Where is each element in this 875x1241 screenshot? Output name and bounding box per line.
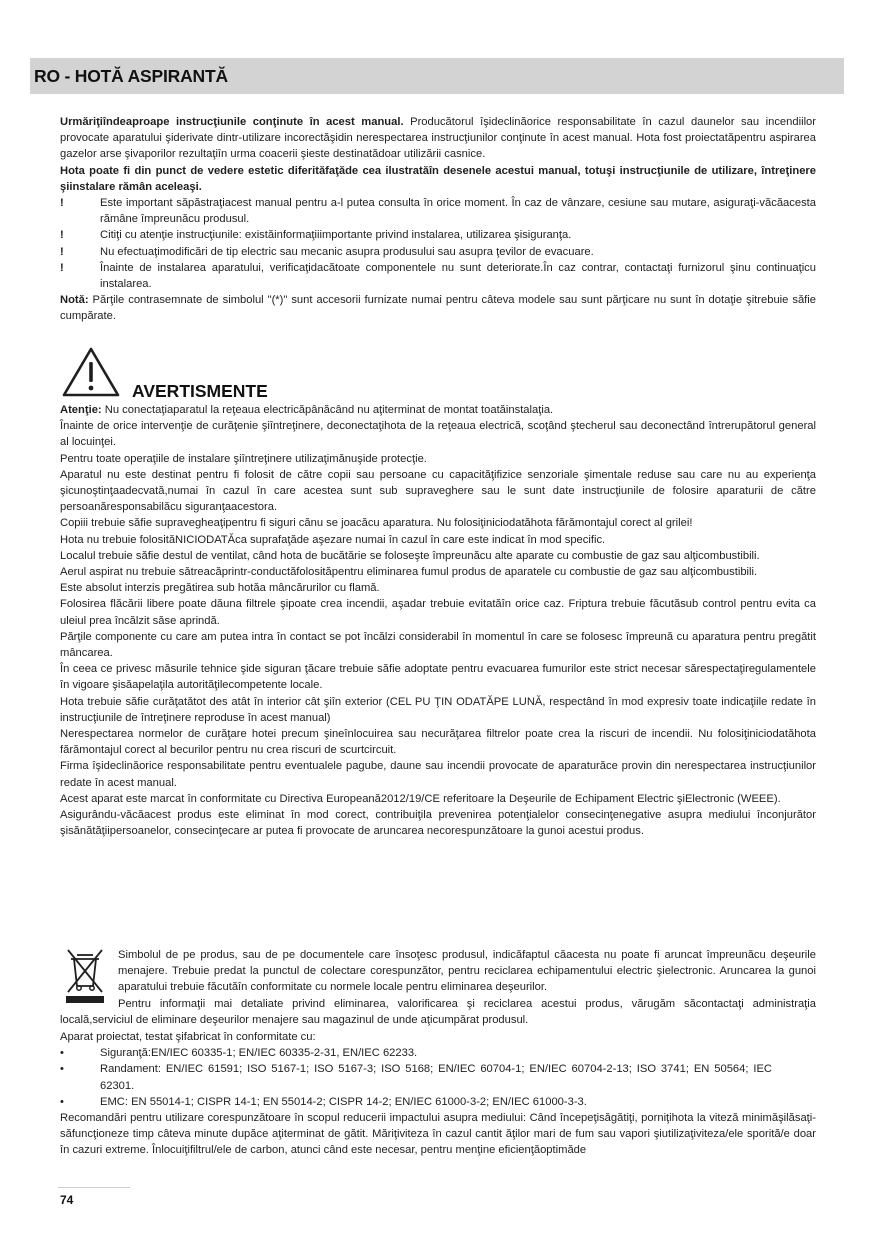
intro-bold-lead: Urmăriţiîndeaproape instrucţiunile conţinute în acest manual.	[60, 116, 404, 128]
warning-paragraph: Părţile componente cu care am putea intra în contact se pot încălzi considerabil în momentul în care se folosesc împreună cu aparatura pentru pregătit mâncarea.	[60, 630, 816, 660]
compliance-intro: Aparat proiectat, testat şifabricat în conformitate cu:	[60, 1031, 316, 1043]
warning-paragraph: Nerespectarea normelor de curăţare hotei precum şineînlocuirea sau necurăţarea filtrelor poate crea la riscuri de incendii. Nu folosiţiniciodatăhota fărămontajul corect al becurilor pentru nu crea riscuri de scurtcircuit.	[60, 728, 816, 757]
weee-paragraph: Pentru informaţii mai detaliate privind eliminarea, valorificarea şi reciclarea acestui produs, vărugăm săcontactaţi administraţia locală,serviciul de eliminare deşeurilor menajere sau magazinul de unde aţicumpărat produsul.	[60, 998, 816, 1027]
warning-lead: Atenţie: Nu conectaţiaparatul la reţeaua electricăpânăcând nu aţiterminat de montat toatăinstalaţia.	[60, 404, 554, 416]
warning-paragraph: Aerul aspirat nu trebuie sătreacăprintr-conductăfolosităpentru eliminarea fumul produs de aparatele cu combustie de gaz sau alţicombustibili.	[60, 566, 758, 579]
weee-paragraph: Simbolul de pe produs, sau de pe documentele care însoţesc produsul, indicăfaptul căacesta nu poate fi aruncat împreunăcu deşeurile menajere. Trebuie predat la punctul de colectare corespunzător, pentru reciclarea echipamentului electric şielectronic. Aruncarea la gunoi aparatului trebuie făcutăîn conformitate cu normele locale pentru eliminarea deşeurilor.	[118, 949, 816, 994]
warning-paragraph: Folosirea flăcării libere poate dăuna filtrele şipoate crea incendii, aşadar trebuie evitatăîn orice caz. Friptura trebuie făcutăsub control pentru evita ca uleiul prea încălzit săse aprindă.	[60, 598, 816, 627]
bullet-dot: •	[60, 1095, 64, 1108]
exclamation-bullet: !	[60, 197, 64, 210]
list-item: ! Citiţi cu atenţie instrucţiunile: existăinformaţiiimportante privind instalarea, utilizarea şisiguranţa.	[60, 227, 816, 243]
weee-block	[118, 947, 816, 996]
warning-paragraph: Este absolut interzis pregătirea sub hotăa mâncărurilor cu flamă.	[60, 582, 380, 595]
exclamation-bullet: !	[60, 261, 64, 274]
list-item: • Siguranţă:EN/IEC 60335-1; EN/IEC 60335-2-31, EN/IEC 62233.	[60, 1045, 816, 1061]
warning-paragraph: Copiii trebuie săfie supravegheaţipentru fi siguri cănu se joacăcu aparatura. Nu folosiţiniciodatăhota fărămontajul corect al grilei!	[60, 517, 693, 530]
warnings-block	[60, 402, 816, 839]
warning-paragraph: Aparatul nu este destinat pentru fi folosit de către copii sau persoane cu capacităţifizice senzoriale şimentale reduse sau care nu au experienţa şicunoştinţaadecvată,numai în cazul în care acestea sunt sub supraveghere sau le sunt date instrucţiunile de folosire aparaturii de către persoanăresponsabilăcu siguranţaacestora.	[60, 468, 816, 514]
warning-paragraph: Acest aparat este marcat în conformitate cu Directiva Europeană2012/19/CE referitoare la Deşeurile de Echipament Electric şiElectronic (WEEE).	[60, 792, 781, 805]
page-number: 74	[60, 1193, 74, 1207]
warning-triangle-icon	[61, 346, 121, 398]
intro-block	[60, 114, 816, 325]
list-item: • Randament: EN/IEC 61591; ISO 5167-1; ISO 5167-3; ISO 5168; EN/IEC 60704-1; EN/IEC 60704-2-13; ISO 3741; EN 50564; IEC 62301.	[60, 1063, 772, 1092]
warning-paragraph: Hota trebuie săfie curăţatătot des atât în interior cât şiîn exterior (CEL PU ŢIN ODATĂPE LUNĂ, respectând în mod expresiv toate indicaţiile redate în instrucţiunile de întreţinere reproduse în acest manual)	[60, 695, 816, 724]
note-text: Părţile contrasemnate de simbolul "(*)" sunt accesorii furnizate numai pentru câteva modele sau sunt părţicare nu sunt în dotaţie şitrebuie săfie cumpărate.	[60, 294, 816, 323]
intro-paragraph	[60, 114, 816, 163]
list-item: ! Înainte de instalarea aparatului, verificaţidacătoate componentele nu sunt deteriorate.În caz contrar, contactaţi furnizorul şinu continuaţicu instalarea.	[60, 261, 816, 291]
warning-paragraph: Hota nu trebuie folosităNICIODATĂca suprafaţăde aşezare numai în cazul în care este indicat în mod specific.	[60, 533, 606, 546]
warning-paragraph: Asigurându-văcăacest produs este eliminat în mod corect, contribuiţila prevenirea potenţialelor consecinţenegative asupra mediului înconjurător şisănătăţiipersoanelor, consecinţecare ar putea fi provocate de aruncarea necorespunzătoare la gunoi acestui produs.	[60, 809, 816, 838]
warning-paragraph: Firma îşideclinăorice responsabilitate pentru eventualele pagube, daune sau incendii provocate de aparaturăce provin din nerespectarea instrucţiunilor redate în acest manual.	[60, 760, 816, 789]
recommendation-paragraph: Recomandări pentru utilizare corespunzătoare în scopul reducerii impactului asupra mediului: Când începeţisăgătiţi, porniţihota la viteză minimăşilăsaţi-săfuncţioneze timp câteva minute dupăce aţiterminat de gătit. Măriţiviteza în cazul cantit ăţilor mari de fum sau vapori şiutilizaţiviteza/ele sporită/e doar în cazuri extreme. Înlocuiţifiltrul/ele de carbon, atunci când este necesar, pentru menţine eficienţăoptimăde	[60, 1112, 816, 1157]
section-title: RO - HOTĂ ASPIRANTĂ	[34, 66, 228, 86]
warning-lead-label: Atenţie:	[60, 404, 102, 416]
exclamation-bullet: !	[60, 229, 64, 242]
warnings-title: AVERTISMENTE	[132, 381, 268, 401]
footer-divider	[58, 1187, 130, 1188]
bullet-dot: •	[60, 1063, 64, 1076]
note-paragraph	[60, 292, 816, 324]
compliance-block	[60, 1029, 816, 1159]
warning-paragraph: Localul trebuie săfie destul de ventilat, când hota de bucătărie se foloseşte împreunăcu alte aparate cu combustie de gaz sau alţicombustibili.	[60, 549, 760, 562]
bullet-dot: •	[60, 1047, 64, 1060]
list-item: ! Este important săpăstraţiacest manual pentru a-l putea consulta în orice moment. În caz de vânzare, cesiune sau mutare, asiguraţi-văcăacesta rămâne împreunăcu produsul.	[60, 197, 816, 226]
warning-paragraph: În ceea ce privesc măsurile tehnice şide siguran ţăcare trebuie săfie adoptate pentru evacuarea fumurilor este strict necesar sărespectaţiregulamentele în vigoare şisăapelaţila autorităţilecompetente locale.	[60, 663, 816, 692]
note-label: Notă:	[60, 294, 89, 307]
exclamation-bullet: !	[60, 245, 64, 258]
warning-paragraph: Pentru toate operaţiile de instalare şiîntreţinere utilizaţimănuşide protecţie.	[60, 452, 427, 465]
intro-text: Producătorul îşideclinăorice responsabilitate în cazul daunelor sau incendiilor provocate aparatului şiderivate dintr-utilizare incorectăşidin nerespectarea instrucţiunilor conţinute în acest manual. Hota fost proiectatăpentru aspirarea gazelor arse şivaporilor rezultaţiîn urma coacerii şieste destinatădoar utilizării casnice.	[60, 116, 817, 161]
intro-bold-paragraph: Hota poate fi din punct de vedere estetic diferităfaţăde cea ilustratăîn desenele acestui manual, totuşi instrucţiunile de utilizare, întreţinere şiinstalare rămân aceleaşi.	[60, 164, 816, 193]
list-item: ! Nu efectuaţimodificări de tip electric sau mecanic asupra produsului sau asupra ţevilor de evacuare.	[60, 244, 816, 260]
warning-paragraph: Înainte de orice intervenţie de curăţenie şiîntreţinere, deconectaţihota de la reţeaua electrică, scoţând ştecherul sau deconectând întrerupătorul general al locuinţei.	[60, 420, 816, 449]
list-item: • EMC: EN 55014-1; CISPR 14-1; EN 55014-2; CISPR 14-2; EN/IEC 61000-3-2; EN/IEC 61000-3-3.	[60, 1094, 816, 1110]
